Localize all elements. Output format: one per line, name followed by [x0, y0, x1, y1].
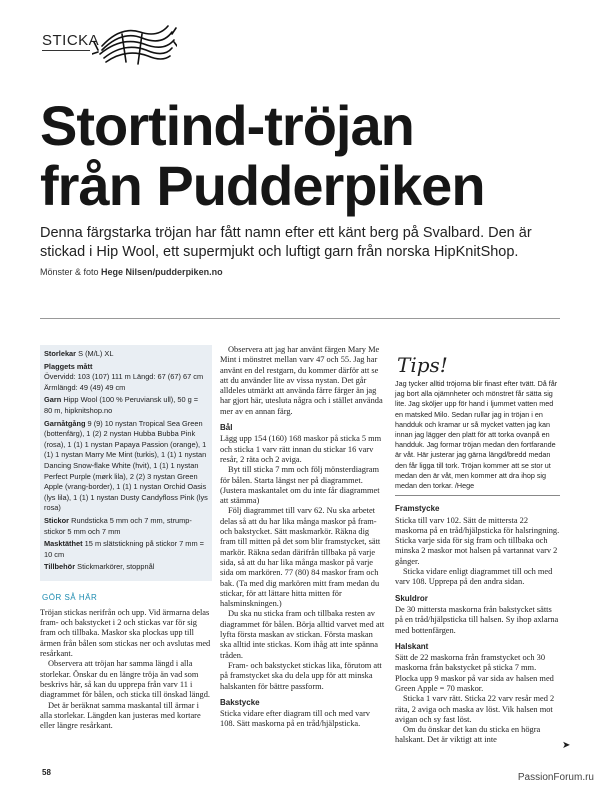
- spec-notions: Tillbehör Stickmarkörer, stoppnål: [44, 562, 155, 572]
- col3-body: [395, 504, 560, 746]
- paragraph: Lägg upp 154 (160) 168 maskor på sticka 5 mm och sticka 1 varv rätt innan du stickar 16 varv resår, 2 räta och 2 aviga.: [220, 434, 382, 464]
- credit-label: Mönster & foto: [40, 267, 99, 277]
- column-2: [220, 345, 385, 730]
- tips-title: Tips!: [397, 353, 448, 377]
- heading-skuldror: Skuldror: [395, 593, 428, 603]
- watermark: PassionForum.ru: [517, 772, 594, 783]
- heading-halskant: Halskant: [395, 641, 429, 651]
- col1-body: [40, 608, 212, 732]
- heading-bal: Bål: [220, 423, 233, 433]
- paragraph: Sticka 1 varv rätt. Sticka 22 varv resår med 2 räta, 2 aviga och maska av löst. Vik halsen mot avigan och sy fast löst.: [395, 694, 555, 724]
- intro-text: Denna färgstarka tröjan har fått namn efter ett känt berg på Svalbard. Den är stickad i Hip Wool, ett supermjukt och luftigt garn från norska HipKnitShop.: [40, 225, 532, 260]
- paragraph: Sticka vidare enligt diagrammet till och med varv 108. Upprepa på den andra sidan.: [395, 567, 553, 587]
- paragraph: Följ diagrammet till varv 62. Nu ska arbetet delas så att du har lika många maskor på fram- och bakstycket. Sätt maskmarkör. Räkna dig fram till mitten på det som blir framstycket, sätt markör. Räkna sedan därifrån tillbaka på varje sida, så att du har lika många maskor på varje sida om markören. 77 (80) 84 maskor fram och bak. (Ta med dig markören mitt fram medan du stickar, för att lättare hitta mitten för halsminskningen.): [220, 506, 381, 609]
- section-tag-underline: [42, 50, 90, 51]
- heading-framstycke: Framstycke: [395, 504, 440, 514]
- paragraph: Byt till sticka 7 mm och följ mönsterdiagram för bålen. Starta längst ner på diagrammet. (Justera maskantalet om du inte får diagrammet att stämma): [220, 465, 380, 506]
- column-3: [395, 345, 560, 746]
- paragraph: Du ska nu sticka fram och tillbaka resten av diagrammet för bålen. Börja alltid varvet med att lyfta första maskan av stickan. Första maskan ska alltid inte stickas. Kom ihåg att inte spänna tråden.: [220, 609, 385, 660]
- article-title: [40, 96, 580, 216]
- paragraph: Observera att tröjan har samma längd i alla storlekar. Önskar du en längre tröja än vad som beskrivs här, så kan du upprepa från varv 11 i diagrammet för bålen, och sticka till önskad längd.: [40, 659, 211, 700]
- paragraph: Sätt de 22 maskorna från framstycket och 30 maskorna från bakstycket på sticka 7 mm. Plocka upp 9 maskor på var sida av halsen med Green Apple = 70 maskor.: [395, 653, 554, 693]
- paragraph: Sticka vidare efter diagram till och med varv 108. Sätt maskorna på en tråd/hjälpsticka.: [220, 709, 370, 729]
- spec-needles: Stickor Rundsticka 5 mm och 7 mm, strump-stickor 5 mm och 7 mm: [44, 515, 192, 536]
- credit-line: [40, 267, 223, 277]
- tips-text: Jag tycker alltid tröjorna blir finast efter tvätt. Då får jag bort alla ojämnheter och mönstret får sätta sig lite. Jag sköljer upp för hand i ljummet vatten med en matsked Milo. Sedan rullar jag in tröjan i en handduk och kramar ur så mycket vatten jag kan innan jag lägger den platt för att torka ovanpå en handduk. Jag formar tröjan medan den fortfarande är våt. Här justerar jag gärna längd/bredd medan den får ligga till tork. Tröjan kommer att se stor ut medan den är våt, men kommer att dra ihop sig medan den torkar. /Hege: [395, 379, 558, 491]
- paragraph: De 30 mittersta maskorna från bakstycket sätts på en tråd/hjälpsticka till halsen. Sy ihop axlarna med bottenfärgen.: [395, 604, 559, 635]
- paragraph: Observera att jag har använt färgen Mary Me Mint i mönstret mellan varv 47 och 55. Jag har använt en del restgarn, du kommer därför att se att du använder lite av vissa nystan. Det går alldeles utmärkt att använda färre färger än jag har gjort här, utesluta några och i stället använda mer av en annan färg.: [220, 345, 383, 416]
- spec-box: [40, 345, 212, 581]
- title-line-1: Stortind-tröjan: [40, 94, 414, 157]
- yarn-skein-icon: [92, 20, 177, 75]
- paragraph: Fram- och bakstycket stickas lika, förutom att på framstycket ska du dela upp för att minska halskanten för bättre passform.: [220, 660, 382, 691]
- paragraph: Det är beräknat samma maskantal till ärmar i alla storlekar. Längden kan justeras med kortare eller längre resårkant.: [40, 700, 201, 731]
- spec-gauge: Masktäthet 15 m slätstickning på stickor 7 mm = 10 cm: [44, 539, 204, 559]
- column-1: [40, 345, 212, 731]
- spec-yarn-amount: Garnåtgång 9 (9) 10 nystan Tropical Sea Green (bottenfärg), 1 (2) 2 nystan Hubba Bubba Pink (rosa), 1 (1) 1 nystan Papaya Passion (orange), 1 (1) 1 nystan Marry Me Mint (turkis), 1 (1) 1 nystan Dancing Snow-flake White (hvit), 1 (1) 1 nystan Perfect Purple (mørk lila), 2 (2) 3 nystan Green Apple (vrang-border), 1 (1) 1 nystan Orchid Oasis (lys lila), 1 (1) 1 nystan Dusty Candyfloss Pink (lys rosa): [44, 418, 208, 513]
- page-number: 58: [42, 768, 51, 777]
- title-line-2: från Pudderpiken: [40, 154, 485, 217]
- paragraph: Tröjan stickas nerifrån och upp. Vid ärmarna delas fram- och bakstycket i 2 och stickas var för sig fram och tillbaka. Maskor ska plockas upp till ärmen från bålen som stickas ner och avslutas med resårkant.: [40, 607, 211, 659]
- spec-yarn: Garn Hipp Wool (100 % Peruviansk ull), 50 g = 80 m, hipknitshop.no: [44, 395, 199, 415]
- tips-divider: [395, 495, 560, 496]
- spec-measures: Plaggets mått Övervidd: 103 (107) 111 m Längd: 67 (67) 67 cm Ärmlängd: 49 (49) 49 cm: [44, 361, 204, 392]
- how-to-heading: GÖR SÅ HÄR: [42, 592, 98, 602]
- divider: [40, 318, 560, 319]
- spec-sizes: Storlekar S (M/L) XL: [44, 349, 114, 358]
- continue-arrow-icon: ➤: [562, 740, 571, 751]
- section-tag: STICKA: [42, 32, 100, 49]
- tips-box: [395, 353, 560, 496]
- paragraph: Om du önskar det kan du sticka en högra halskant. Det är viktigt att inte: [395, 725, 541, 745]
- credit-name: Hege Nilsen/pudderpiken.no: [101, 267, 223, 277]
- heading-bakstycke: Bakstycke: [220, 697, 260, 707]
- paragraph: Sticka till varv 102. Sätt de mittersta 22 maskorna på en tråd/hjälpsticka för halsringning. Sticka varje sida för sig fram och tillbaka och minska 2 maskor mot halsen på vartannat varv 2 gånger.: [395, 515, 560, 566]
